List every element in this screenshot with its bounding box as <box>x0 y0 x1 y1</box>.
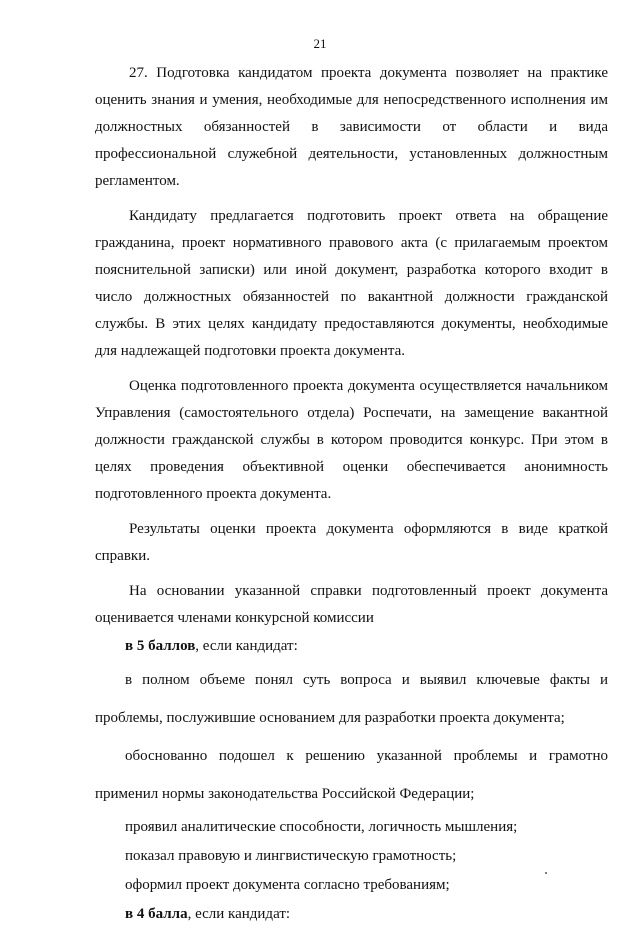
score-5-item-4: показал правовую и лингвистическую грамотность; <box>125 848 457 864</box>
score-5-item-5: оформил проект документа согласно требованиям; <box>125 877 450 893</box>
score-5-label: в 5 баллов <box>125 638 196 654</box>
score-5-condition: , если кандидат: <box>195 638 298 654</box>
document-body <box>95 60 608 929</box>
score-4-label: в 4 балла <box>125 906 188 922</box>
paragraph-results: Результаты оценки проекта документа оформляются в виде краткой справки. <box>95 521 608 564</box>
score-5-item-2: обоснованно подошел к решению указанной проблемы и грамотно применил нормы законодательства Российской Федерации; <box>95 748 608 802</box>
score-5-heading <box>95 632 608 661</box>
paragraph-27: 27. Подготовка кандидатом проекта документа позволяет на практике оценить знания и умения, необходимые для непосредственного исполнения им должностных обязанностей в зависимости от области и вида профессиональной служебной деятельности, установленных должностным регламентом. <box>95 65 608 189</box>
scan-speck <box>545 872 547 874</box>
paragraph-assessment: Оценка подготовленного проекта документа осуществляется начальником Управления (самостоятельного отдела) Роспечати, на замещение вакантной должности гражданской службы в котором проводится конкурс. При этом в целях проведения объективной оценки обеспечивается анонимность подготовленного проекта документа. <box>95 378 608 502</box>
score-4-condition: , если кандидат: <box>187 906 291 922</box>
paragraph-candidate-task: Кандидату предлагается подготовить проект ответа на обращение гражданина, проект нормативного правового акта (с прилагаемым проектом пояснительной записки) или иной документ, разработка которого входит в число должностных обязанностей по вакантной должности гражданской службы. В этих целях кандидату предоставляются документы, необходимые для надлежащей подготовки проекта документа. <box>95 208 608 359</box>
paragraph-basis: На основании указанной справки подготовленный проект документа оценивается членами конкурсной комиссии <box>95 583 608 626</box>
score-5-item-3: проявил аналитические способности, логичность мышления; <box>125 819 518 835</box>
score-5-item-1: в полном объеме понял суть вопроса и выявил ключевые факты и проблемы, послужившие основанием для разработки проекта документа; <box>95 672 608 726</box>
score-4-heading <box>95 900 608 929</box>
page-number: 21 <box>313 36 327 51</box>
